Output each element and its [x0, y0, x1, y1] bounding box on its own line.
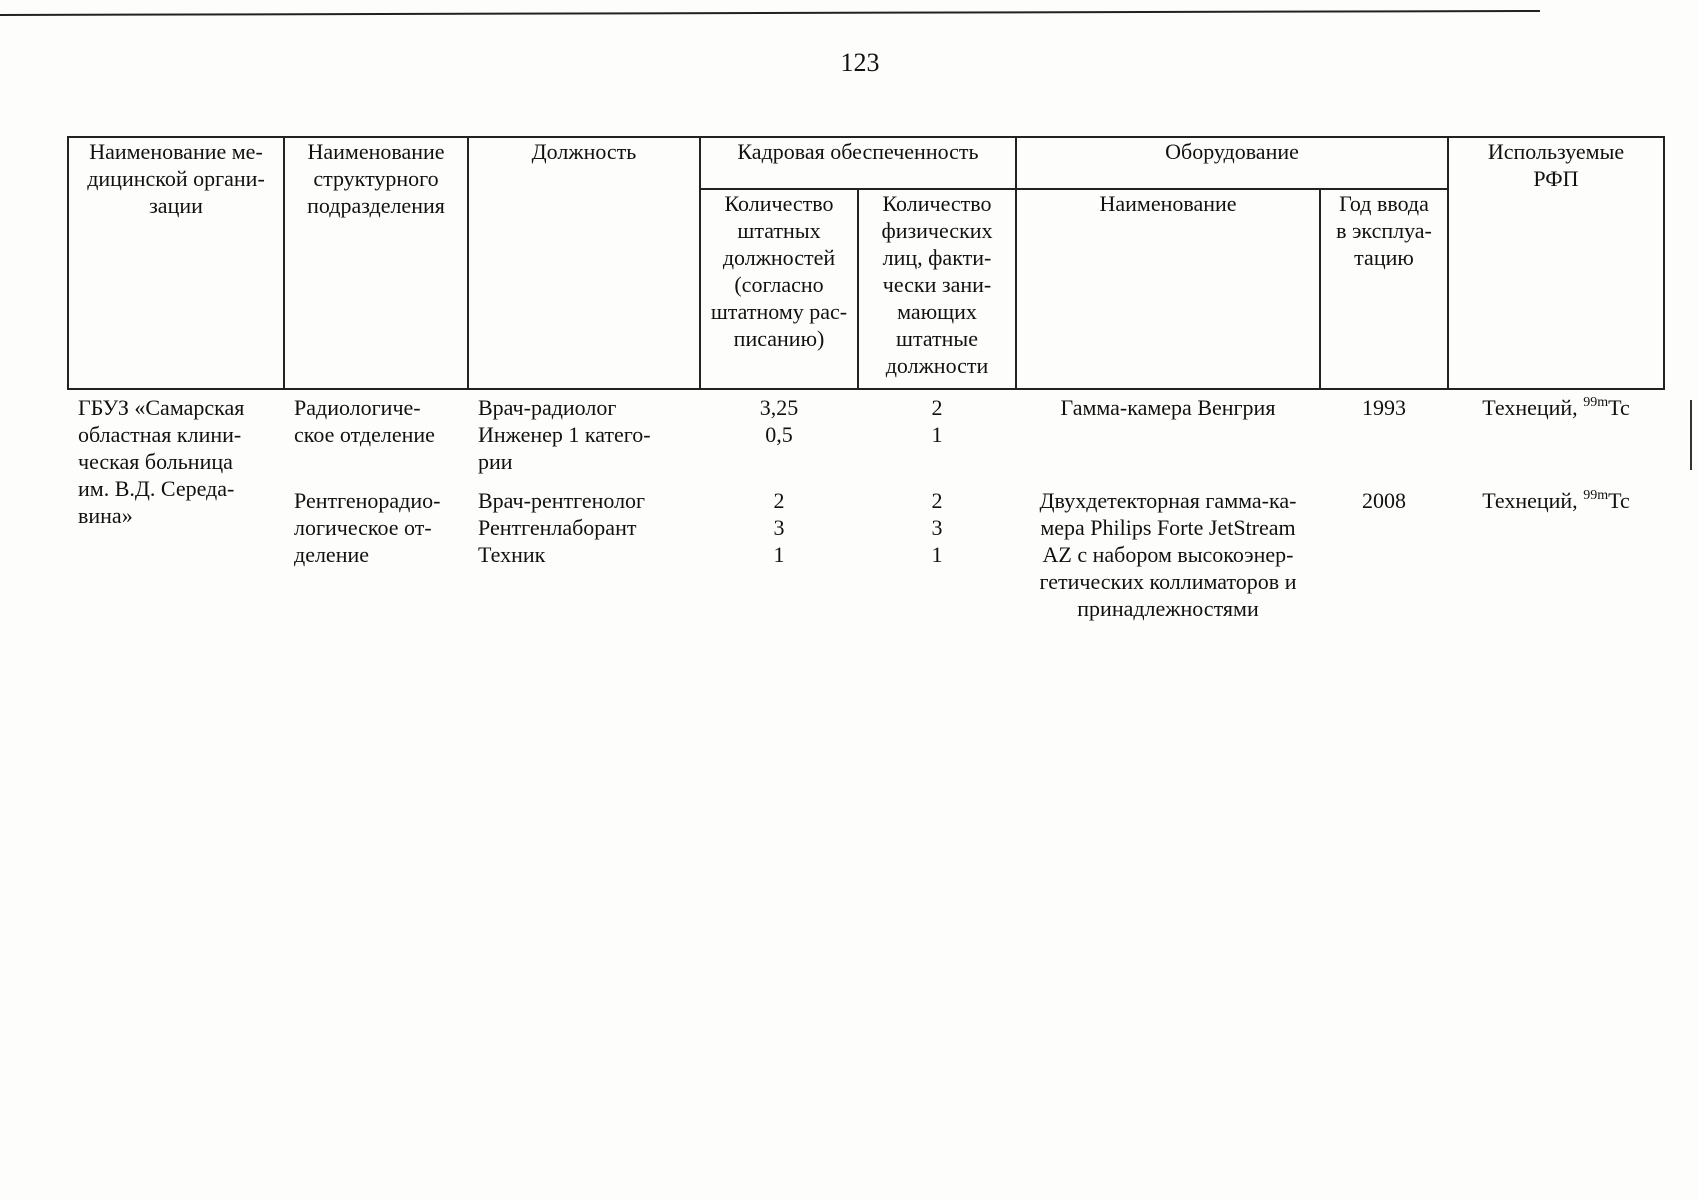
- commission-year-cell: 1993: [1362, 395, 1406, 420]
- equipment-name-cell: Гамма-камера Венгрия: [1060, 395, 1276, 420]
- header-commission-year: Год ввода в эксплуа- тацию: [1320, 189, 1448, 389]
- rfp-cell: Технеций, $^{99m}$Tc: [1482, 395, 1630, 420]
- commission-year-cell: 2008: [1362, 488, 1406, 513]
- org-cell: ГБУЗ «Самарская областная клини- ческая больница им. В.Д. Середа- вина»: [78, 395, 245, 528]
- header-staff-count: Количество штатных должностей (согласно штатному рас- писанию): [700, 189, 858, 389]
- rfp-cell: Технеций, $^{99m}$Tc: [1482, 488, 1630, 513]
- header-position: Должность: [468, 137, 700, 389]
- position-cell: Врач-радиолог Инженер 1 катего- рии: [478, 395, 651, 474]
- position-cell: Врач-рентгенолог Рентгенлаборант Техник: [478, 488, 646, 567]
- top-border-line: [0, 10, 1540, 16]
- right-edge-mark: [1690, 400, 1692, 470]
- header-rfp: Используемые РФП: [1448, 137, 1664, 389]
- page-number: 123: [840, 48, 880, 77]
- header-org-name: Наименование ме- дицинской органи- зации: [68, 137, 284, 389]
- physical-count-cell: 2 1: [931, 395, 943, 447]
- header-staffing: Кадровая обеспеченность: [700, 137, 1016, 189]
- header-equipment: Оборудование: [1016, 137, 1448, 189]
- header-physical-count: Количество физических лиц, факти- чески зани- мающих штатные должности: [858, 189, 1016, 389]
- table-row: [68, 389, 1664, 475]
- staff-count-cell: 3,25 0,5: [759, 395, 799, 447]
- table-row: [68, 475, 1664, 622]
- equipment-staffing-table: [67, 136, 1665, 622]
- physical-count-cell: 2 3 1: [931, 488, 943, 567]
- header-equipment-name: Наименование: [1016, 189, 1320, 389]
- header-unit-name: Наименование структурного подразделения: [284, 137, 468, 389]
- staff-count-cell: 2 3 1: [773, 488, 785, 567]
- unit-cell: Рентгенорадио- логическое от- деление: [294, 488, 441, 567]
- unit-cell: Радиологиче- ское отделение: [294, 395, 435, 447]
- equipment-name-cell: Двухдетекторная гамма-ка- мера Philips Forte JetStream AZ с набором высокоэнер- гетических коллиматоров и принадлежностями: [1039, 488, 1297, 621]
